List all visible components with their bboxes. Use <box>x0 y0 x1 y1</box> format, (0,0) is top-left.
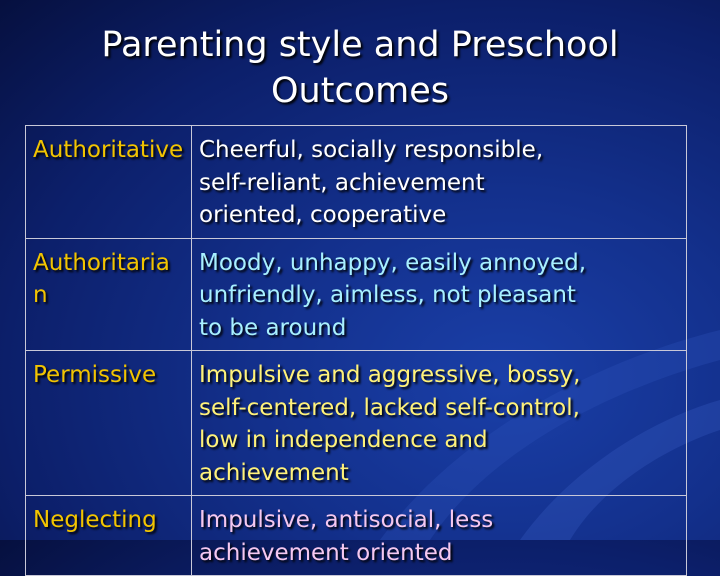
parenting-outcomes-table <box>25 125 687 576</box>
table-row <box>26 496 687 576</box>
table-row <box>26 238 687 351</box>
outcome-line: achievement oriented <box>199 539 453 566</box>
outcome-line: self-centered, lacked self-control, <box>199 394 580 421</box>
outcome-line: Cheerful, socially responsible, <box>199 137 544 163</box>
outcome-line: self-reliant, achievement <box>199 169 485 196</box>
style-name-cell: Authoritarian <box>26 238 192 351</box>
table-row <box>26 126 687 239</box>
outcome-line: achievement <box>199 459 349 486</box>
outcome-line: Impulsive, antisocial, less <box>199 507 494 533</box>
slide-title-line-1: Parenting style and Preschool <box>101 25 619 65</box>
outcome-description-cell <box>192 496 687 576</box>
outcome-description-cell <box>192 126 687 239</box>
slide-title-line-2: Outcomes <box>271 71 449 111</box>
outcome-line: Impulsive and aggressive, bossy, <box>199 362 581 388</box>
style-name-cell: Neglecting <box>26 496 192 576</box>
outcome-line: oriented, cooperative <box>199 202 447 228</box>
style-name-cell: Permissive <box>26 351 192 496</box>
table-row <box>26 351 687 496</box>
slide-title <box>0 22 720 114</box>
outcome-line: unfriendly, aimless, not pleasant <box>199 282 576 308</box>
style-name-cell: Authoritative <box>26 126 192 239</box>
outcome-line: low in independence and <box>199 427 488 453</box>
outcome-line: Moody, unhappy, easily annoyed, <box>199 249 587 276</box>
outcome-line: to be around <box>199 314 347 341</box>
outcome-description-cell <box>192 238 687 351</box>
outcome-description-cell <box>192 351 687 496</box>
